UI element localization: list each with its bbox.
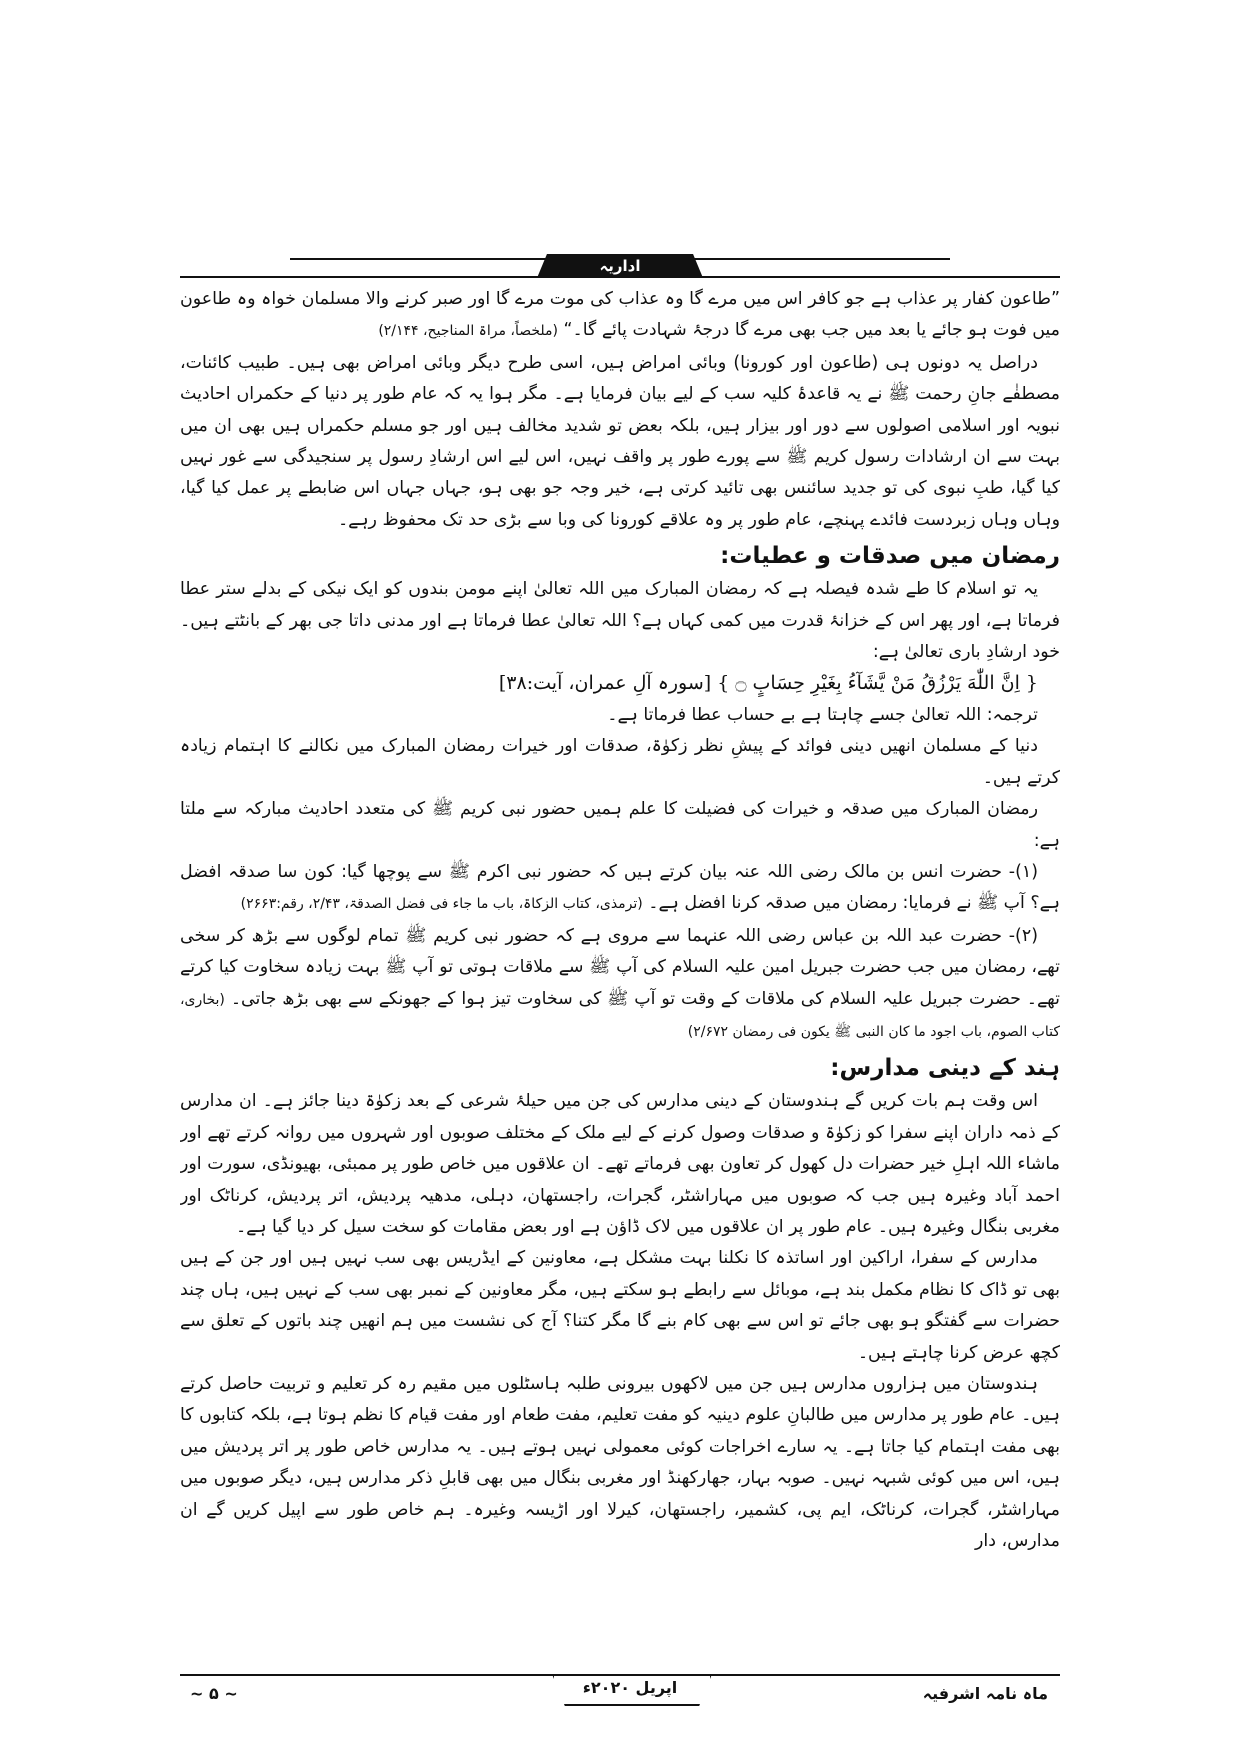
hadith-paragraph: (۲)- حضرت عبد اللہ بن عباس رضی اللہ عنہما سے مروی ہے کہ حضور نبی کریم ﷺ تمام لوگوں سے بڑھ کر سخی تھے، رمضان میں جب حضرت جبریل امین علیہ السلام کی آپ ﷺ سے ملاقات ہوتی تو آپ ﷺ بہت زیادہ سخاوت کیا کرتے تھے۔ حضرت جبریل علیہ السلام کی ملاقات کے وقت تو آپ ﷺ کی سخاوت تیز ہوا کے جھونکے سے بھی بڑھ جاتی۔ (بخاری، کتاب الصوم، باب اجود ما کان النبی ﷺ یکون فی رمضان ۲/۶۷۲) xyxy=(180,925,1060,1040)
section-title: اداریہ xyxy=(599,257,641,275)
quran-verse: { اِنَّ اللّٰهَ یَرْزُقُ مَنْ یَّشَآءُ بِغَیْرِ حِسَابٍ ۝ } [سورہ آلِ عمران، آیت:۳۸] xyxy=(498,672,1038,695)
hadith-paragraph: (۱)- حضرت انس بن مالک رضی اللہ عنہ بیان کرتے ہیں کہ حضور نبی اکرم ﷺ سے پوچھا گیا: کون سا صدقہ افضل ہے؟ آپ ﷺ نے فرمایا: رمضان میں صدقہ کرنا افضل ہے۔ (ترمذی، کتاب الزکاۃ، باب ما جاء فی فضل الصدقۃ، ۲/۴۳، رقم:۲۶۶۳) xyxy=(180,861,1060,914)
body-paragraph: ہندوستان میں ہزاروں مدارس ہیں جن میں لاکھوں بیرونی طلبہ ہاسٹلوں میں مقیم رہ کر تعلیم و تربیت حاصل کرتے ہیں۔ عام طور پر مدارس میں طالبانِ علوم دینیہ کو مفت تعلیم، مفت طعام اور مفت قیام کا نظم ہوتا ہے، بلکہ کتابوں کا بھی مفت اہتمام کیا جاتا ہے۔ یہ سارے اخراجات کوئی معمولی نہیں ہوتے ہیں۔ یہ مدارس خاص طور پر اتر پردیش میں ہیں، اس میں کوئی شبہہ نہیں۔ صوبہ بہار، جھارکھنڈ اور مغربی بنگال میں بھی قابلِ ذکر مدارس ہیں، دیگر صوبوں میں مہاراشٹر، گجرات، کرناٹک، ایم پی، کشمیر، راجستھان، کیرلا اور اڑیسہ وغیرہ۔ ہم خاص طور سے اپیل کریں گے ان مدارس، دار xyxy=(180,1374,1060,1552)
magazine-name: ماہ نامہ اشرفیہ xyxy=(922,1684,1048,1703)
body-paragraph: مدارس کے سفرا، اراکین اور اساتذہ کا نکلنا بہت مشکل ہے، معاونین کے ایڈریس بھی سب نہیں ہیں اور جن کے ہیں بھی تو ڈاک کا نظام مکمل بند ہے، موبائل سے رابطے ہو سکتے ہیں، مگر معاونین کے نمبر بھی سب کے نہیں ہیں، ہاں چند حضرات سے گفتگو ہو بھی جائے تو اس سے بھی کام بنے گا مگر کتنا؟ آج کی نشست میں ہم انھیں چند باتوں کے تعلق سے کچھ عرض کرنا چاہتے ہیں۔ xyxy=(180,1248,1060,1363)
issue-date: اپریل ۲۰۲۰ء xyxy=(582,1678,678,1697)
quote-paragraph: ”طاعون کفار پر عذاب ہے جو کافر اس میں مرے گا وہ عذاب کی موت مرے گا اور صبر کرنے والا مسلمان خواہ وہ طاعون میں فوت ہو جائے یا بعد میں جب بھی مرے گا درجۂ شہادت پائے گا۔“ (ملخصاً، مراۃ المناجیح، ۲/۱۴۴) xyxy=(180,289,1060,341)
body-paragraph: دراصل یہ دونوں ہی (طاعون اور کورونا) وبائی امراض ہیں، اسی طرح دیگر وبائی امراض بھی ہیں۔ طبیب کائنات، مصطفٰے جانِ رحمت ﷺ نے یہ قاعدۂ کلیہ سب کے لیے بیان فرمایا ہے۔ مگر ہوا یہ کہ عام طور پر دنیا کے حکمراں احادیث نبویہ اور اسلامی اصولوں سے دور اور بیزار ہیں، بلکہ بعض تو شدید مخالف ہیں اور جو مسلم حکمراں ہیں بھی ان میں بہت سے ان ارشادات رسول کریم ﷺ سے پورے طور پر واقف نہیں، اس لیے اس ارشادِ رسول پر سنجیدگی سے غور نہیں کیا گیا، طبِ نبوی کی تو جدید سائنس بھی تائید کرتی ہے، خیر وجہ جو بھی ہو، جہاں جہاں اس ضابطے پر عمل کیا گیا، وہاں وہاں زبردست فائدے پہنچے، عام طور پر وہ علاقے کورونا کی وبا سے بڑی حد تک محفوظ رہے۔ xyxy=(180,352,1060,530)
body-paragraph: رمضان المبارک میں صدقہ و خیرات کی فضیلت کا علم ہمیں حضور نبی کریم ﷺ کی متعدد احادیث مبارکہ سے ملتا ہے: xyxy=(180,799,1060,851)
hadith-citation: (ترمذی، کتاب الزکاۃ، باب ما جاء فی فضل الصدقۃ، ۲/۴۳، رقم:۲۶۶۳) xyxy=(240,896,643,913)
body-paragraph: یہ تو اسلام کا طے شدہ فیصلہ ہے کہ رمضان المبارک میں اللہ تعالیٰ اپنے مومن بندوں کو ایک نیکی کے بدلے ستر عطا فرماتا ہے، اور پھر اس کے خزانۂ قدرت میں کمی کہاں ہے؟ اللہ تعالیٰ عطا فرماتا ہے اور مدنی داتا جی بھر کے بانٹتے ہیں۔ خود ارشادِ باری تعالیٰ ہے: xyxy=(180,579,1060,663)
body-paragraph: اس وقت ہم بات کریں گے ہندوستان کے دینی مدارس کی جن میں حیلۂ شرعی کے بعد زکوٰۃ دینا جائز ہے۔ ان مدارس کے ذمہ داران اپنے سفرا کو زکوٰۃ و صدقات وصول کرنے کے لیے ملک کے مختلف صوبوں اور شہروں میں روانہ کرتے تھے اور ماشاء اللہ اہلِ خیر حضرات دل کھول کر تعاون بھی فرماتے تھے۔ ان علاقوں میں خاص طور پر ممبئی، بھیونڈی، سورت اور احمد آباد وغیرہ ہیں جب کہ صوبوں میں مہاراشٹر، گجرات، راجستھان، دہلی، مدھیہ پردیش، اتر پردیش، کرناٹک اور مغربی بنگال وغیرہ ہیں۔ عام طور پر ان علاقوں میں لاک ڈاؤن ہے اور بعض مقامات کو سخت سیل کر دیا گیا ہے۔ xyxy=(180,1091,1060,1237)
page-footer xyxy=(180,1666,1060,1722)
page-number: ~ ۵ ~ xyxy=(190,1684,238,1703)
verse-translation: ترجمہ: اللہ تعالیٰ جسے چاہتا ہے بے حساب عطا فرماتا ہے۔ xyxy=(607,704,1038,725)
section-heading-ramadan: رمضان میں صدقات و عطیات: xyxy=(720,543,1060,570)
page-header xyxy=(180,250,1060,286)
article-body xyxy=(180,284,1060,1660)
quote-citation: (ملخصاً، مراۃ المناجیح، ۲/۱۴۴) xyxy=(378,323,558,340)
hadith-citation: (بخاری، کتاب الصوم، باب اجود ما کان النبی ﷺ یکون فی رمضان ۲/۶۷۲) xyxy=(180,991,1060,1040)
section-heading-madaris: ہند کے دینی مدارس: xyxy=(830,1055,1060,1082)
body-paragraph: دنیا کے مسلمان انھیں دینی فوائد کے پیشِ نظر زکوٰۃ، صدقات اور خیرات رمضان المبارک میں نکالنے کا اہتمام زیادہ کرتے ہیں۔ xyxy=(180,736,1060,788)
